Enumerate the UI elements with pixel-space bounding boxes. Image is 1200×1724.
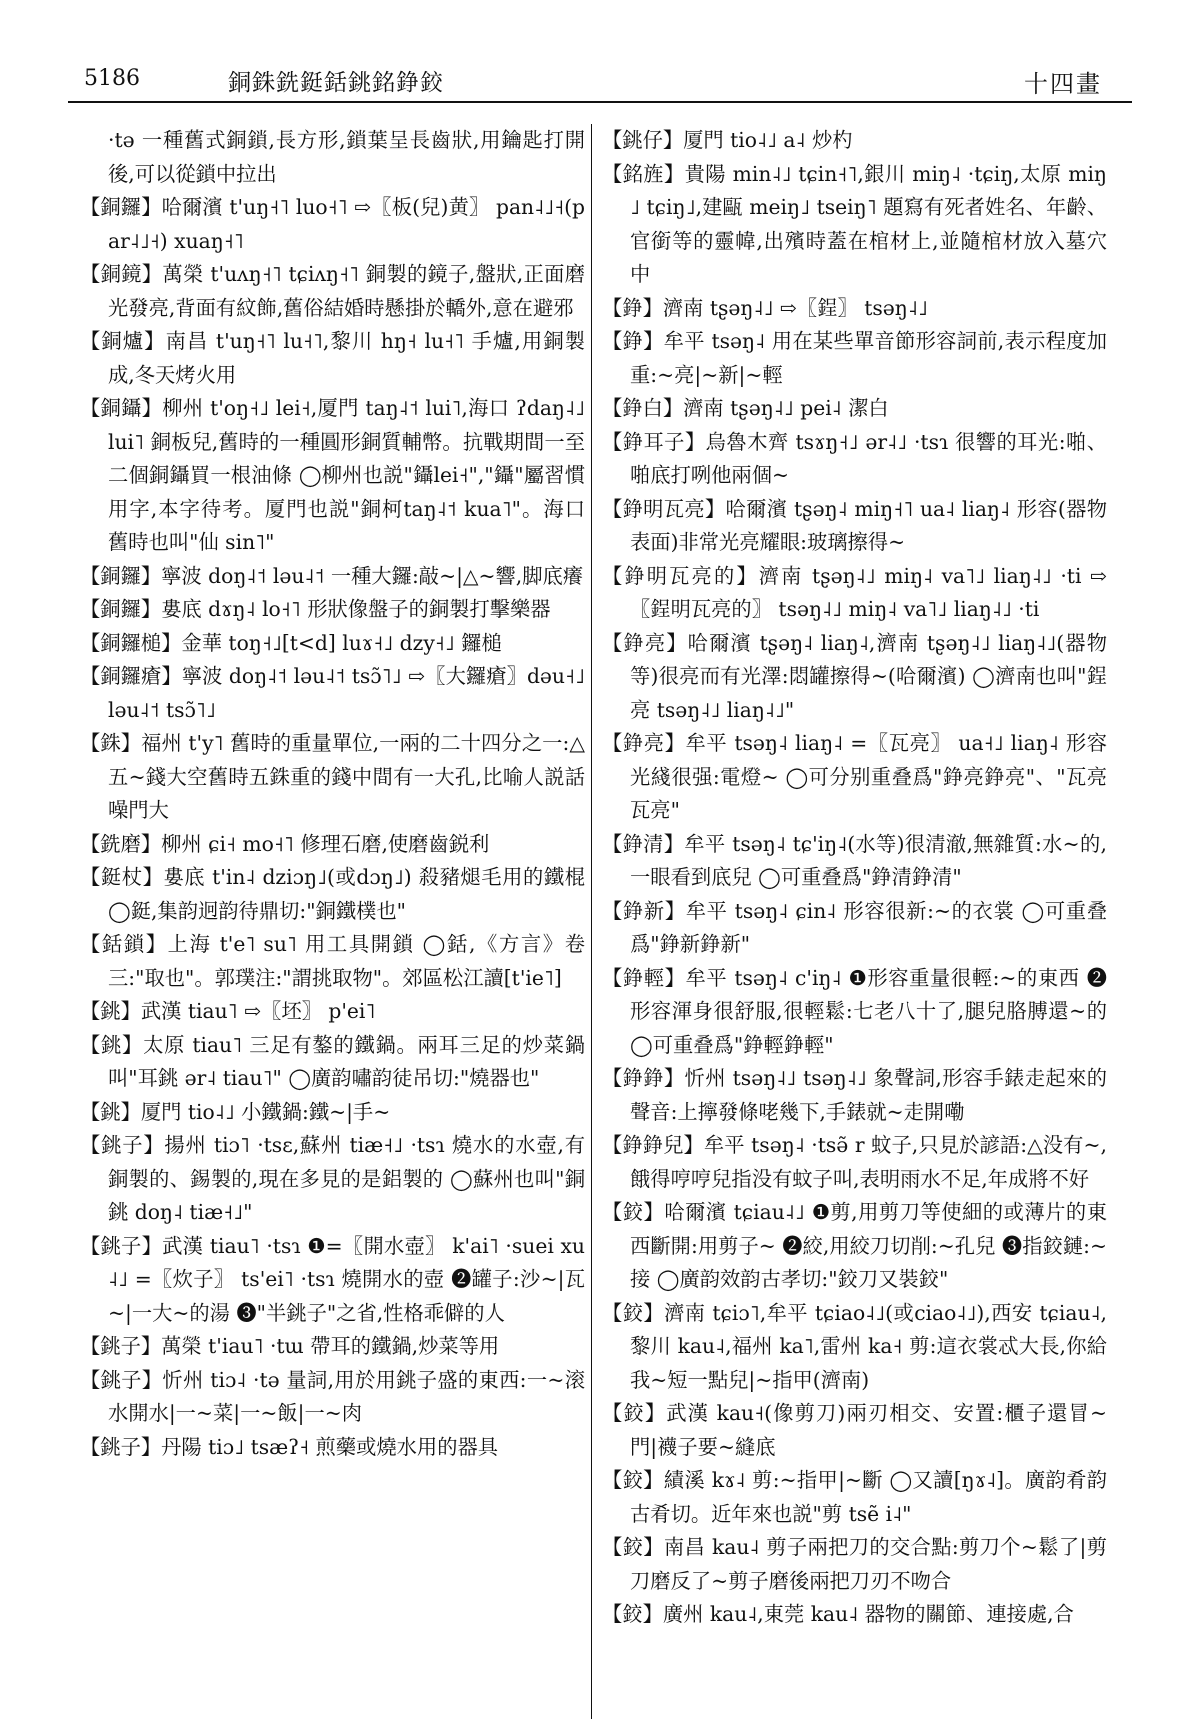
dictionary-entry: 【錚輕】牟平 tsəŋ˨ c'iŋ˨ ❶形容重量很輕:~的東西 ❷形容渾身很舒服,很輕鬆:七老八十了,腿兒胳膊還~的 ◯可重叠爲"錚輕錚輕" xyxy=(602,965,1107,1057)
dictionary-entry: 【銚子】忻州 tiɔ˨ ·tə 量詞,用於用銚子盛的東西:一~滚水開水|一~菜|一~飯|一~肉 xyxy=(80,1367,585,1425)
dictionary-entry: 【錚耳子】烏魯木齊 tsɤŋ˧˩ ər˨˩ ·tsɿ 很響的耳光:啪、啪底打咧他兩個~ xyxy=(602,429,1107,487)
dictionary-entry: 【銚子】揚州 tiɔ˥ ·tsɛ,蘇州 tiæ˧˩ ·tsɿ 燒水的水壺,有銅製的、錫製的,現在多見的是鋁製的 ◯蘇州也叫"銅銚 doŋ˨ tiæ˧˩" xyxy=(80,1133,585,1224)
left-column xyxy=(80,124,585,1464)
header-rule xyxy=(68,101,1132,103)
dictionary-entry: 【錚新】牟平 tsəŋ˨ ɕin˨ 形容很新:~的衣裳 ◯可重叠爲"錚新錚新" xyxy=(602,898,1107,956)
dictionary-entry: 【銅鑼槌】金華 toŋ˧˩[t<d] luɤ˧˩ dzy˧˩ 鑼槌 xyxy=(80,630,502,655)
dictionary-entry: 【鉸】績溪 kɤ˨ 剪:~指甲|~斷 ◯又讀[ŋɤ˨]。廣韵肴韵古肴切。近年來也説"剪 tsẽ i˨" xyxy=(602,1468,1107,1526)
dictionary-entry: 【錚錚】忻州 tsəŋ˨˩ tsəŋ˨˩ 象聲詞,形容手錶走起來的聲音:上擰發條咾幾下,手錶就~走開嘞 xyxy=(602,1066,1107,1124)
entry-continuation: ·tə 一種舊式銅鎖,長方形,鎖葉呈長齒狀,用鑰匙打開後,可以從鎖中拉出 xyxy=(108,128,585,186)
dictionary-entry: 【鉸】南昌 kau˨ 剪子兩把刀的交合點:剪刀个~鬆了|剪刀磨反了~剪子磨後兩把刀刃不吻合 xyxy=(602,1535,1107,1593)
dictionary-entry: 【錚亮】哈爾濱 tʂəŋ˨ liaŋ˨,濟南 tʂəŋ˨˩ liaŋ˨˩(器物等)很亮而有光澤:悶罐擦得~(哈爾濱) ◯濟南也叫"鋥亮 tsəŋ˨˩ liaŋ˨˩" xyxy=(602,630,1107,722)
dictionary-entry: 【銚子】萬榮 t'iau˥ ·tɯ 帶耳的鐵鍋,炒菜等用 xyxy=(80,1334,500,1358)
dictionary-entry: 【銚】厦門 tio˨˩ 小鐵鍋:鐵~|手~ xyxy=(80,1099,391,1124)
dictionary-entry: 【銅鑼】寧波 doŋ˨˦ ləu˨˦ 一種大鑼:敲~|△~響,脚底癢 xyxy=(80,563,584,588)
page-number: 5186 xyxy=(84,66,140,91)
dictionary-entry: 【銚】武漢 tiau˥ ⇨〖坯〗 p'ei˥ xyxy=(80,999,376,1023)
dictionary-entry: 【銚】太原 tiau˥ 三足有鏊的鐵鍋。兩耳三足的炒菜鍋叫"耳銚 ər˨ tiau˥" ◯廣韵嘯韵徒吊切:"燒器也" xyxy=(80,1032,585,1090)
dictionary-entry: 【錚白】濟南 tʂəŋ˨˩ pei˨ 潔白 xyxy=(602,396,889,420)
dictionary-entry: 【錚錚兒】牟平 tsəŋ˨ ·tsə̃ r 蚊子,只見於諺語:△没有~,餓得哼哼兒指没有蚊子叫,表明雨水不足,年成將不好 xyxy=(602,1133,1107,1191)
dictionary-entry: 【銅鏡】萬榮 t'uʌŋ˧˥ tɕiʌŋ˧˥ 銅製的鏡子,盤狀,正面磨光發亮,背面有紋飾,舊俗結婚時懸掛於轎外,意在避邪 xyxy=(80,262,585,320)
dictionary-entry: 【錚】牟平 tsəŋ˨ 用在某些單音節形容詞前,表示程度加重:~亮|~新|~輕 xyxy=(602,329,1107,387)
dictionary-entry: 【銅鑼】哈爾濱 t'uŋ˧˥ luo˧˥ ⇨〖板(兒)黄〗 pan˨˩˧(par˨˩˧) xuaŋ˧˥ xyxy=(80,195,585,253)
dictionary-entry: 【銛鎖】上海 t'e˥ su˥ 用工具開鎖 ◯銛,《方言》卷三:"取也"。郭璞注:"謂挑取物"。郊區松江讀[t'ie˥] xyxy=(80,932,585,990)
section-title: 十四畫 xyxy=(1024,70,1102,98)
dictionary-entry: 【錚明瓦亮的】濟南 tʂəŋ˨˩ miŋ˨ va˥˩ liaŋ˨˩ ·ti ⇨〖鋥明瓦亮的〗 tsəŋ˨˩ miŋ˨ va˥˩ liaŋ˨˩ ·ti xyxy=(602,563,1107,621)
dictionary-entry: 【鉸】濟南 tɕiɔ˥,牟平 tɕiao˨˩(或ciao˨˩),西安 tɕiau˨,黎川 kau˨,福州 ka˥,雷州 ka˧ 剪:這衣裳忒大長,你給我~短一點兒|~指甲(濟南) xyxy=(602,1300,1107,1392)
header-characters: 銅銖銑鋌銛銚銘錚鉸 xyxy=(228,70,444,96)
right-column xyxy=(602,124,1107,1632)
dictionary-entry: 【銚子】丹陽 tiɔ˩ tsæʔ˧ 煎藥或燒水用的器具 xyxy=(80,1434,499,1459)
dictionary-entry: 【銚子】武漢 tiau˥ ·tsɿ ❶=〖開水壺〗 k'ai˥ ·suei xu˨˩ =〖炊子〗 ts'ei˥ ·tsɿ 燒開水的壺 ❷罐子:沙~|瓦~|一大~的湯 ❸"半銚子"之省,性格乖僻的人 xyxy=(80,1233,585,1325)
dictionary-entry: 【錚】濟南 tʂəŋ˨˩ ⇨〖鋥〗 tsəŋ˨˩ xyxy=(602,295,928,320)
column-divider xyxy=(591,124,592,1719)
dictionary-entry: 【鉸】哈爾濱 tɕiau˨˩ ❶剪,用剪刀等使細的或薄片的東西斷開:用剪子~ ❷絞,用絞刀切削:~孔兒 ❸指鉸鏈:~接 ◯廣韵效韵古孝切:"鉸刀又裝鉸" xyxy=(602,1200,1107,1291)
dictionary-entry: 【錚清】牟平 tsəŋ˨ tɕ'iŋ˨(水等)很清澈,無雜質:水~的,一眼看到底兒 ◯可重叠爲"錚清錚清" xyxy=(602,831,1107,889)
dictionary-entry: 【銑磨】柳州 ɕi˧ mo˧˥ 修理石磨,使磨齒鋭利 xyxy=(80,831,490,856)
dictionary-entry: 【銅鑷】柳州 t'oŋ˧˩ lei˧,厦門 taŋ˨˦ lui˥,海口 ʔdaŋ˨˩ lui˥ 銅板兒,舊時的一種圓形銅質輔幣。抗戰期間一至二個銅鑷買一根油條 ◯柳州也説"鑷lei˧","鑷"屬習慣用字,本字待考。厦門也説"銅柯taŋ˨˦ kua˥"。海口舊時也叫"仙 sin˥" xyxy=(80,396,585,554)
dictionary-entry: 【錚亮】牟平 tsəŋ˨ liaŋ˨ =〖瓦亮〗 ua˧˩ liaŋ˨ 形容光綫很强:電燈~ ◯可分别重叠爲"錚亮錚亮"、"瓦亮瓦亮" xyxy=(602,731,1107,822)
dictionary-entry: 【銅鑼】婁底 dɤŋ˨ lo˧˥ 形狀像盤子的銅製打擊樂器 xyxy=(80,597,551,621)
dictionary-entry: 【鋌杖】婁底 t'in˨ dziɔŋ˩(或dɔŋ˩) 殺豬煺毛用的鐵棍 ◯鋌,集韵迥韵待鼎切:"銅鐵樸也" xyxy=(80,865,585,923)
dictionary-entry: 【銚仔】厦門 tio˨˩ a˨ 炒杓 xyxy=(602,128,853,152)
dictionary-entry: 【錚明瓦亮】哈爾濱 tʂəŋ˨ miŋ˧˥ ua˨ liaŋ˨ 形容(器物表面)非常光亮耀眼:玻璃擦得~ xyxy=(602,496,1107,554)
dictionary-entry: 【銘旌】貴陽 min˨˩ tɕin˧˥,銀川 miŋ˨ ·tɕiŋ,太原 miŋ˩ tɕiŋ˩,建甌 meiŋ˩ tseiŋ˥ 題寫有死者姓名、年齡、官銜等的靈幃,出殯時蓋在棺材上,並隨棺材放入墓穴中 xyxy=(602,161,1107,286)
dictionary-entry: 【鉸】廣州 kau˨,東莞 kau˨ 器物的關節、連接處,合 xyxy=(602,1602,1074,1626)
page-header xyxy=(68,0,1132,100)
dictionary-entry: 【銅鑼瘡】寧波 doŋ˨˦ ləu˨˦ tsɔ̃˥˩ ⇨〖大鑼瘡〗dəu˧˩ ləu˨˦ tsɔ̃˥˩ xyxy=(80,664,585,722)
dictionary-entry: 【銅爐】南昌 t'uŋ˧˥ lu˧˥,黎川 hŋ˧ lu˧˥ 手爐,用銅製成,冬天烤火用 xyxy=(80,329,585,387)
dictionary-entry: 【銖】福州 t'y˥ 舊時的重量單位,一兩的二十四分之一:△五~錢大空舊時五銖重的錢中間有一大孔,比喻人説話噪門大 xyxy=(80,731,585,822)
dictionary-entry: 【鉸】武漢 kau˧(像剪刀)兩刃相交、安置:櫃子還冒~門|襪子要~縫底 xyxy=(602,1401,1107,1459)
